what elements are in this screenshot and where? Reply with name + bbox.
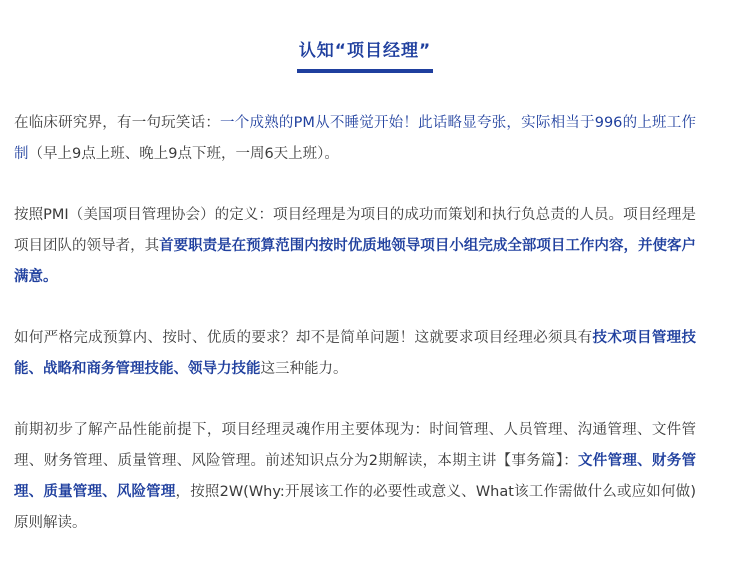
p3-text-1: 如何严格完成预算内、按时、优质的要求？却不是简单问题！这就要求项目经理必须具有 [14, 330, 593, 346]
article-body [14, 108, 696, 569]
p2-bold-highlight: 首要职责是在预算范围内按时优质地领导项目小组完成全部项目工作内容，并使客户满意。 [14, 238, 696, 285]
paragraph-1 [14, 108, 696, 170]
p1-highlight-3: 996的上班工作制 [14, 115, 696, 162]
paragraph-2 [14, 200, 696, 293]
p4-text-1: 前期初步了解产品性能前提下，项目经理灵魂作用主要体现为：时间管理、人员管理、沟通管理、文件管理、财务管理、质量管理、风险管理。前述知识点分为2期解读，本期主讲【事务篇】： [14, 422, 696, 469]
article-title: 认知“项目经理” [297, 36, 433, 73]
p3-text-2: 这三种能力。 [260, 361, 348, 377]
paragraph-4 [14, 415, 696, 539]
p1-highlight-1: 一个成熟的PM从不睡觉开始！ [220, 115, 419, 131]
p3-bold-highlight: 技术项目管理技能、战略和商务管理技能、领导力技能 [14, 330, 696, 377]
p2-text-1: 按照PMI（美国项目管理协会）的定义：项目经理是为项目的成功而策划和执行负总责的人员。项目经理是项目团队的领导者，其 [14, 207, 696, 254]
p1-text-2: （早上9点上班、晚上9点下班，一周6天上班）。 [28, 146, 339, 162]
p4-text-2: ，按照2W(Why:开展该工作的必要性或意义、What该工作需做什么或应如何做)原则解读。 [14, 484, 697, 531]
p1-highlight-2: 此话略显夸张，实际相当于 [418, 115, 595, 131]
paragraph-3 [14, 323, 696, 385]
p4-bold-highlight: 文件管理、财务管理、质量管理、风险管理 [14, 453, 696, 500]
p1-text-1: 在临床研究界，有一句玩笑话： [14, 115, 221, 131]
title-container [0, 36, 730, 73]
